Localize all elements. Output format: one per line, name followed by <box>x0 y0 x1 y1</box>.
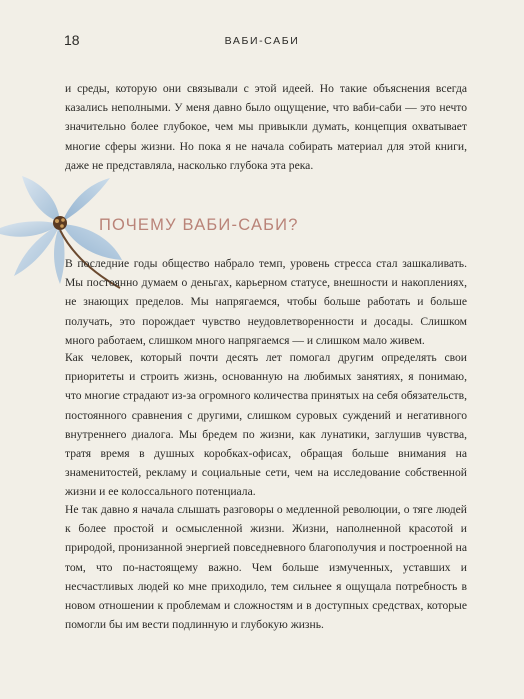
paragraph-1: и среды, которую они связывали с этой идеей. Но такие объяснения всегда казались неполными. У меня давно было ощущение, что ваби-саби — это нечто значительно более глубокое, чем мы привыкли думать, концепция охватывает многие сферы жизни. Но пока я не начала собирать материал для этой книги, даже не представляла, насколько глубока эта река. <box>65 82 467 172</box>
paragraph-2: В последние годы общество набрало темп, уровень стресса стал зашкаливать. Мы постоянно думаем о деньгах, карьерном статусе, внешности и накоплениях, не знающих пределов. Мы напрягаемся, чтобы больше работать и больше получать, это порождает чувство неудовлетворенности и досады. Слишком много работаем, слишком много напрягаемся — и слишком мало живем. <box>65 257 467 347</box>
section-heading: ПОЧЕМУ ВАБИ-САБИ? <box>99 216 299 234</box>
running-title: ВАБИ-САБИ <box>224 35 300 47</box>
paragraph-4: Не так давно я начала слышать разговоры о медленной революции, о тяге людей к более простой и осмысленной жизни. Жизни, наполненной красотой и природой, пронизанной энергией повседневного благополучия и построенной на том, что по-настоящему важно. Чем больше измученных, уставших и несчастливых людей ко мне приходило, тем сильнее я ощущала потребность в новом отношении к проблемам и сложностям и в доступных средствах, которые помогли бы им вести подлинную и глубокую жизнь. <box>65 503 467 632</box>
page-number: 18 <box>64 32 80 48</box>
paragraph-3: Как человек, который почти десять лет помогал другим определять свои приоритеты и строить жизнь, основанную на любимых занятиях, я понимаю, что многие страдают из-за огромного количества принятых на себя обязательств, постоянного сравнения с другими, слишком суровых суждений и негативного внутреннего диалога. Мы бредем по жизни, как лунатики, заглушив чувства, тратя время в душных коробках-офисах, обращая больше внимания на знаменитостей, рекламу и социальные сети, чем на исследование собственной жизни и ее колоссального потенциала. <box>65 351 467 499</box>
